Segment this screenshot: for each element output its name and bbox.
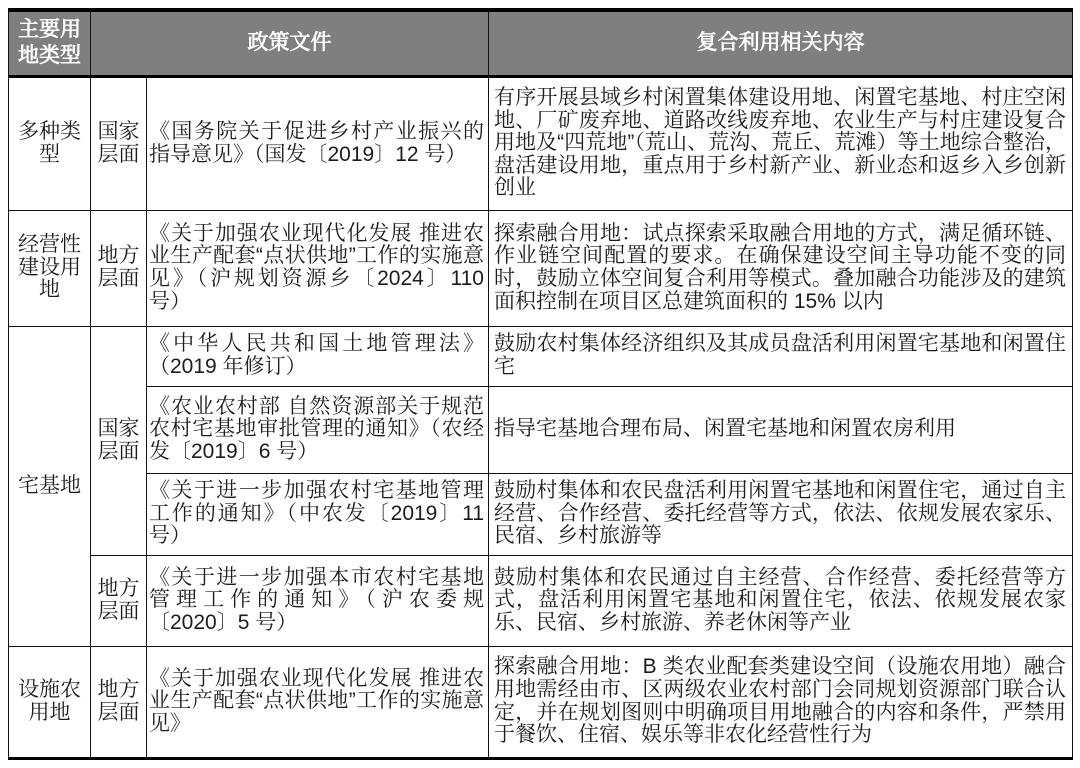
header-row [9, 10, 1073, 76]
content-cell: 指导宅基地合理布局、闲置宅基地和闲置农房利用 [489, 386, 1073, 473]
policy-cell: 《农业农村部 自然资源部关于规范农村宅基地审批管理的通知》（农经发〔2019〕6 号） [147, 386, 489, 473]
content-cell: 鼓励村集体和农民通过自主经营、合作经营、委托经营等方式，盘活利用闲置宅基地和闲置住宅，依法、依规发展农家乐、民宿、乡村旅游、养老休闲等产业 [489, 555, 1073, 646]
level-cell: 地方层面 [91, 646, 147, 758]
table-row [9, 326, 1073, 386]
level-cell: 国家层面 [91, 76, 147, 210]
policy-cell: 《关于加强农业现代化发展 推进农业生产配套“点状供地”工作的实施意见》（沪规划资源乡〔2024〕110 号） [147, 210, 489, 326]
level-cell: 地方层面 [91, 210, 147, 326]
header-policy-document: 政策文件 [91, 10, 489, 76]
table-row [9, 76, 1073, 210]
policy-cell: 《国务院关于促进乡村产业振兴的指导意见》（国发〔2019〕12 号） [147, 76, 489, 210]
table-row [9, 473, 1073, 555]
table-row [9, 646, 1073, 758]
header-composite-use-content: 复合利用相关内容 [489, 10, 1073, 76]
land-type-cell: 多种类型 [9, 76, 91, 210]
policy-cell: 《关于进一步加强农村宅基地管理工作的通知》（中农发〔2019〕11 号） [147, 473, 489, 555]
content-cell: 有序开展县域乡村闲置集体建设用地、闲置宅基地、村庄空闲地、厂矿废弃地、道路改线废弃地、农业生产与村庄建设复合用地及“四荒地”（荒山、荒沟、荒丘、荒滩）等土地综合整治，盘活建设用地，重点用于乡村新产业、新业态和返乡入乡创新创业 [489, 76, 1073, 210]
content-cell: 探索融合用地：B 类农业配套类建设空间（设施农用地）融合用地需经由市、区两级农业农村部门会同规划资源部门联合认定，并在规划图则中明确项目用地融合的内容和条件，严禁用于餐饮、住宿、娱乐等非农化经营性行为 [489, 646, 1073, 758]
policy-cell: 《关于进一步加强本市农村宅基地管理工作的通知》（沪农委规〔2020〕5 号） [147, 555, 489, 646]
header-land-type: 主要用地类型 [9, 10, 91, 76]
table-row [9, 555, 1073, 646]
table-row [9, 210, 1073, 326]
content-cell: 鼓励村集体和农民盘活利用闲置宅基地和闲置住宅，通过自主经营、合作经营、委托经营等方式，依法、依规发展农家乐、民宿、乡村旅游等 [489, 473, 1073, 555]
land-policy-table [8, 8, 1073, 760]
content-cell: 鼓励农村集体经济组织及其成员盘活利用闲置宅基地和闲置住宅 [489, 326, 1073, 386]
land-type-cell: 设施农用地 [9, 646, 91, 758]
level-cell: 国家层面 [91, 326, 147, 555]
policy-cell: 《中华人民共和国土地管理法》（2019 年修订） [147, 326, 489, 386]
land-type-cell: 宅基地 [9, 326, 91, 646]
table-row [9, 386, 1073, 473]
policy-cell: 《关于加强农业现代化发展 推进农业生产配套“点状供地”工作的实施意见》 [147, 646, 489, 758]
land-type-cell: 经营性建设用地 [9, 210, 91, 326]
level-cell: 地方层面 [91, 555, 147, 646]
content-cell: 探索融合用地：试点探索采取融合用地的方式，满足循环链、作业链空间配置的要求。在确保建设空间主导功能不变的同时，鼓励立体空间复合利用等模式。叠加融合功能涉及的建筑面积控制在项目区总建筑面积的 15% 以内 [489, 210, 1073, 326]
